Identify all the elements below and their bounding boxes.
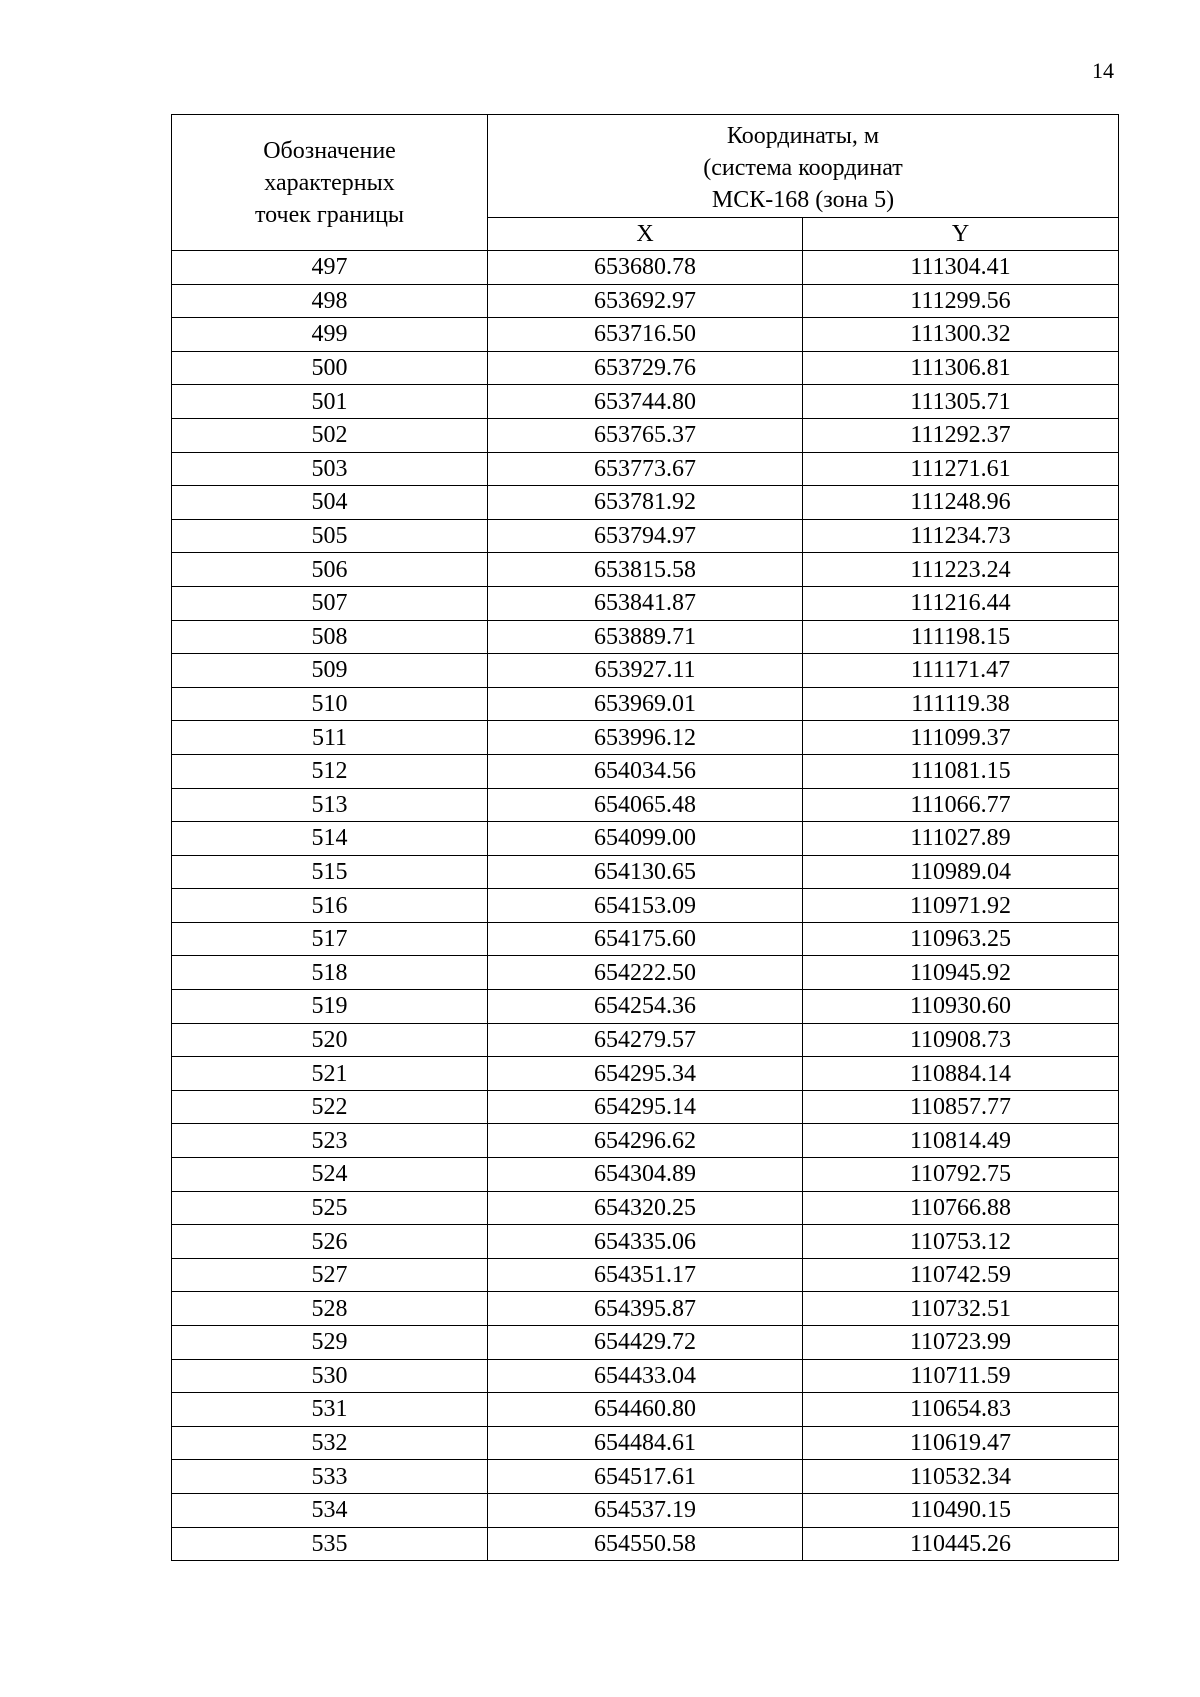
x-coordinate-cell: 653927.11 [488, 654, 803, 688]
point-cell: 517 [172, 922, 488, 956]
table-row [172, 754, 1119, 788]
x-coordinate-cell: 654222.50 [488, 956, 803, 990]
x-coordinate-cell: 653996.12 [488, 721, 803, 755]
x-coordinate-cell: 653716.50 [488, 318, 803, 352]
y-coordinate-cell: 111304.41 [803, 251, 1119, 285]
point-cell: 520 [172, 1023, 488, 1057]
x-coordinate-cell: 654351.17 [488, 1258, 803, 1292]
header-point-line-3: точек границы [254, 201, 405, 228]
y-coordinate-cell: 110742.59 [803, 1258, 1119, 1292]
point-cell: 526 [172, 1225, 488, 1259]
table-row [172, 1493, 1119, 1527]
x-coordinate-cell: 653889.71 [488, 620, 803, 654]
point-cell: 535 [172, 1527, 488, 1561]
table-row [172, 418, 1119, 452]
table-row [172, 788, 1119, 822]
table-row [172, 654, 1119, 688]
x-coordinate-cell: 654034.56 [488, 754, 803, 788]
point-cell: 534 [172, 1493, 488, 1527]
point-cell: 511 [172, 721, 488, 755]
point-cell: 533 [172, 1460, 488, 1494]
table-body [172, 251, 1119, 1561]
point-cell: 510 [172, 687, 488, 721]
y-coordinate-cell: 111066.77 [803, 788, 1119, 822]
x-coordinate-cell: 653692.97 [488, 284, 803, 318]
point-cell: 499 [172, 318, 488, 352]
x-coordinate-cell: 653773.67 [488, 452, 803, 486]
header-coordinates [488, 115, 1119, 218]
x-coordinate-cell: 653781.92 [488, 486, 803, 520]
point-cell: 500 [172, 351, 488, 385]
y-coordinate-cell: 110723.99 [803, 1326, 1119, 1360]
table-row [172, 1527, 1119, 1561]
x-coordinate-cell: 654433.04 [488, 1359, 803, 1393]
table-row [172, 1158, 1119, 1192]
table-row [172, 284, 1119, 318]
header-coords-line-3: МСК-168 (зона 5) [711, 187, 895, 213]
x-coordinate-cell: 653969.01 [488, 687, 803, 721]
table-row [172, 1258, 1119, 1292]
y-coordinate-cell: 110654.83 [803, 1393, 1119, 1427]
point-cell: 515 [172, 855, 488, 889]
y-coordinate-cell: 110445.26 [803, 1527, 1119, 1561]
y-coordinate-cell: 110908.73 [803, 1023, 1119, 1057]
point-cell: 516 [172, 889, 488, 923]
y-coordinate-cell: 111305.71 [803, 385, 1119, 419]
table-row [172, 1191, 1119, 1225]
point-cell: 530 [172, 1359, 488, 1393]
y-coordinate-cell: 110619.47 [803, 1426, 1119, 1460]
point-cell: 521 [172, 1057, 488, 1091]
y-coordinate-cell: 111119.38 [803, 687, 1119, 721]
point-cell: 514 [172, 822, 488, 856]
table-row [172, 452, 1119, 486]
y-coordinate-cell: 111234.73 [803, 519, 1119, 553]
point-cell: 505 [172, 519, 488, 553]
header-coords-line-2: (система координат [703, 155, 903, 181]
point-cell: 501 [172, 385, 488, 419]
table-row [172, 1393, 1119, 1427]
table-row [172, 620, 1119, 654]
coordinates-table [171, 114, 1119, 1561]
point-cell: 519 [172, 990, 488, 1024]
y-coordinate-cell: 110989.04 [803, 855, 1119, 889]
x-coordinate-cell: 654429.72 [488, 1326, 803, 1360]
table-row [172, 1292, 1119, 1326]
page-number: 14 [1092, 58, 1114, 83]
y-coordinate-cell: 110971.92 [803, 889, 1119, 923]
point-cell: 503 [172, 452, 488, 486]
x-coordinate-cell: 654099.00 [488, 822, 803, 856]
table-row [172, 385, 1119, 419]
point-cell: 518 [172, 956, 488, 990]
point-cell: 532 [172, 1426, 488, 1460]
x-coordinate-cell: 654279.57 [488, 1023, 803, 1057]
x-coordinate-cell: 654175.60 [488, 922, 803, 956]
point-cell: 498 [172, 284, 488, 318]
table-row [172, 1326, 1119, 1360]
y-coordinate-cell: 111300.32 [803, 318, 1119, 352]
point-cell: 522 [172, 1090, 488, 1124]
y-coordinate-cell: 110753.12 [803, 1225, 1119, 1259]
point-cell: 507 [172, 586, 488, 620]
x-coordinate-cell: 653680.78 [488, 251, 803, 285]
x-coordinate-cell: 654130.65 [488, 855, 803, 889]
point-cell: 525 [172, 1191, 488, 1225]
x-coordinate-cell: 653815.58 [488, 553, 803, 587]
y-coordinate-cell: 111171.47 [803, 654, 1119, 688]
point-cell: 502 [172, 418, 488, 452]
y-coordinate-cell: 111223.24 [803, 553, 1119, 587]
y-coordinate-cell: 111099.37 [803, 721, 1119, 755]
point-cell: 508 [172, 620, 488, 654]
x-coordinate-cell: 654295.14 [488, 1090, 803, 1124]
point-cell: 513 [172, 788, 488, 822]
table-header [172, 115, 1119, 251]
point-cell: 528 [172, 1292, 488, 1326]
table-row [172, 318, 1119, 352]
x-coordinate-cell: 654295.34 [488, 1057, 803, 1091]
header-point-designation [172, 115, 488, 251]
y-coordinate-cell: 111248.96 [803, 486, 1119, 520]
table-row [172, 519, 1119, 553]
y-coordinate-cell: 110884.14 [803, 1057, 1119, 1091]
y-coordinate-cell: 110532.34 [803, 1460, 1119, 1494]
x-coordinate-cell: 654460.80 [488, 1393, 803, 1427]
table-row [172, 1057, 1119, 1091]
y-coordinate-cell: 110963.25 [803, 922, 1119, 956]
point-cell: 523 [172, 1124, 488, 1158]
x-coordinate-cell: 654484.61 [488, 1426, 803, 1460]
point-cell: 504 [172, 486, 488, 520]
y-coordinate-cell: 110930.60 [803, 990, 1119, 1024]
table-row [172, 586, 1119, 620]
point-cell: 509 [172, 654, 488, 688]
x-coordinate-cell: 653794.97 [488, 519, 803, 553]
y-coordinate-cell: 111299.56 [803, 284, 1119, 318]
table-row [172, 922, 1119, 956]
x-coordinate-cell: 653744.80 [488, 385, 803, 419]
x-coordinate-cell: 654395.87 [488, 1292, 803, 1326]
table-row [172, 956, 1119, 990]
point-cell: 497 [172, 251, 488, 285]
table-row [172, 1023, 1119, 1057]
table-row [172, 1426, 1119, 1460]
table-row [172, 553, 1119, 587]
x-coordinate-cell: 654320.25 [488, 1191, 803, 1225]
table-row [172, 251, 1119, 285]
y-coordinate-cell: 111306.81 [803, 351, 1119, 385]
x-coordinate-cell: 653729.76 [488, 351, 803, 385]
y-coordinate-cell: 111081.15 [803, 754, 1119, 788]
table-row [172, 351, 1119, 385]
y-coordinate-cell: 110711.59 [803, 1359, 1119, 1393]
header-x: X [488, 218, 803, 251]
table-row [172, 1460, 1119, 1494]
point-cell: 529 [172, 1326, 488, 1360]
x-coordinate-cell: 654517.61 [488, 1460, 803, 1494]
y-coordinate-cell: 110857.77 [803, 1090, 1119, 1124]
table-row [172, 889, 1119, 923]
point-cell: 524 [172, 1158, 488, 1192]
y-coordinate-cell: 110732.51 [803, 1292, 1119, 1326]
table-row [172, 486, 1119, 520]
table-row [172, 1090, 1119, 1124]
table-row [172, 855, 1119, 889]
table-row [172, 687, 1119, 721]
x-coordinate-cell: 654065.48 [488, 788, 803, 822]
table-row [172, 1359, 1119, 1393]
x-coordinate-cell: 654304.89 [488, 1158, 803, 1192]
point-cell: 512 [172, 754, 488, 788]
table-row [172, 721, 1119, 755]
point-cell: 506 [172, 553, 488, 587]
x-coordinate-cell: 654254.36 [488, 990, 803, 1024]
x-coordinate-cell: 654550.58 [488, 1527, 803, 1561]
point-cell: 527 [172, 1258, 488, 1292]
y-coordinate-cell: 111292.37 [803, 418, 1119, 452]
header-y: Y [803, 218, 1119, 251]
x-coordinate-cell: 654153.09 [488, 889, 803, 923]
y-coordinate-cell: 111198.15 [803, 620, 1119, 654]
header-point-line-1: Обозначение [263, 137, 396, 164]
y-coordinate-cell: 111216.44 [803, 586, 1119, 620]
y-coordinate-cell: 110945.92 [803, 956, 1119, 990]
y-coordinate-cell: 110792.75 [803, 1158, 1119, 1192]
x-coordinate-cell: 654296.62 [488, 1124, 803, 1158]
y-coordinate-cell: 110490.15 [803, 1493, 1119, 1527]
table-row [172, 822, 1119, 856]
header-coords-line-1: Координаты, м [726, 123, 880, 149]
x-coordinate-cell: 653841.87 [488, 586, 803, 620]
x-coordinate-cell: 654537.19 [488, 1493, 803, 1527]
y-coordinate-cell: 110814.49 [803, 1124, 1119, 1158]
y-coordinate-cell: 111271.61 [803, 452, 1119, 486]
x-coordinate-cell: 654335.06 [488, 1225, 803, 1259]
y-coordinate-cell: 110766.88 [803, 1191, 1119, 1225]
header-point-line-2: характерных [264, 169, 395, 196]
y-coordinate-cell: 111027.89 [803, 822, 1119, 856]
table-row [172, 1225, 1119, 1259]
x-coordinate-cell: 653765.37 [488, 418, 803, 452]
table-row [172, 990, 1119, 1024]
table-row [172, 1124, 1119, 1158]
point-cell: 531 [172, 1393, 488, 1427]
